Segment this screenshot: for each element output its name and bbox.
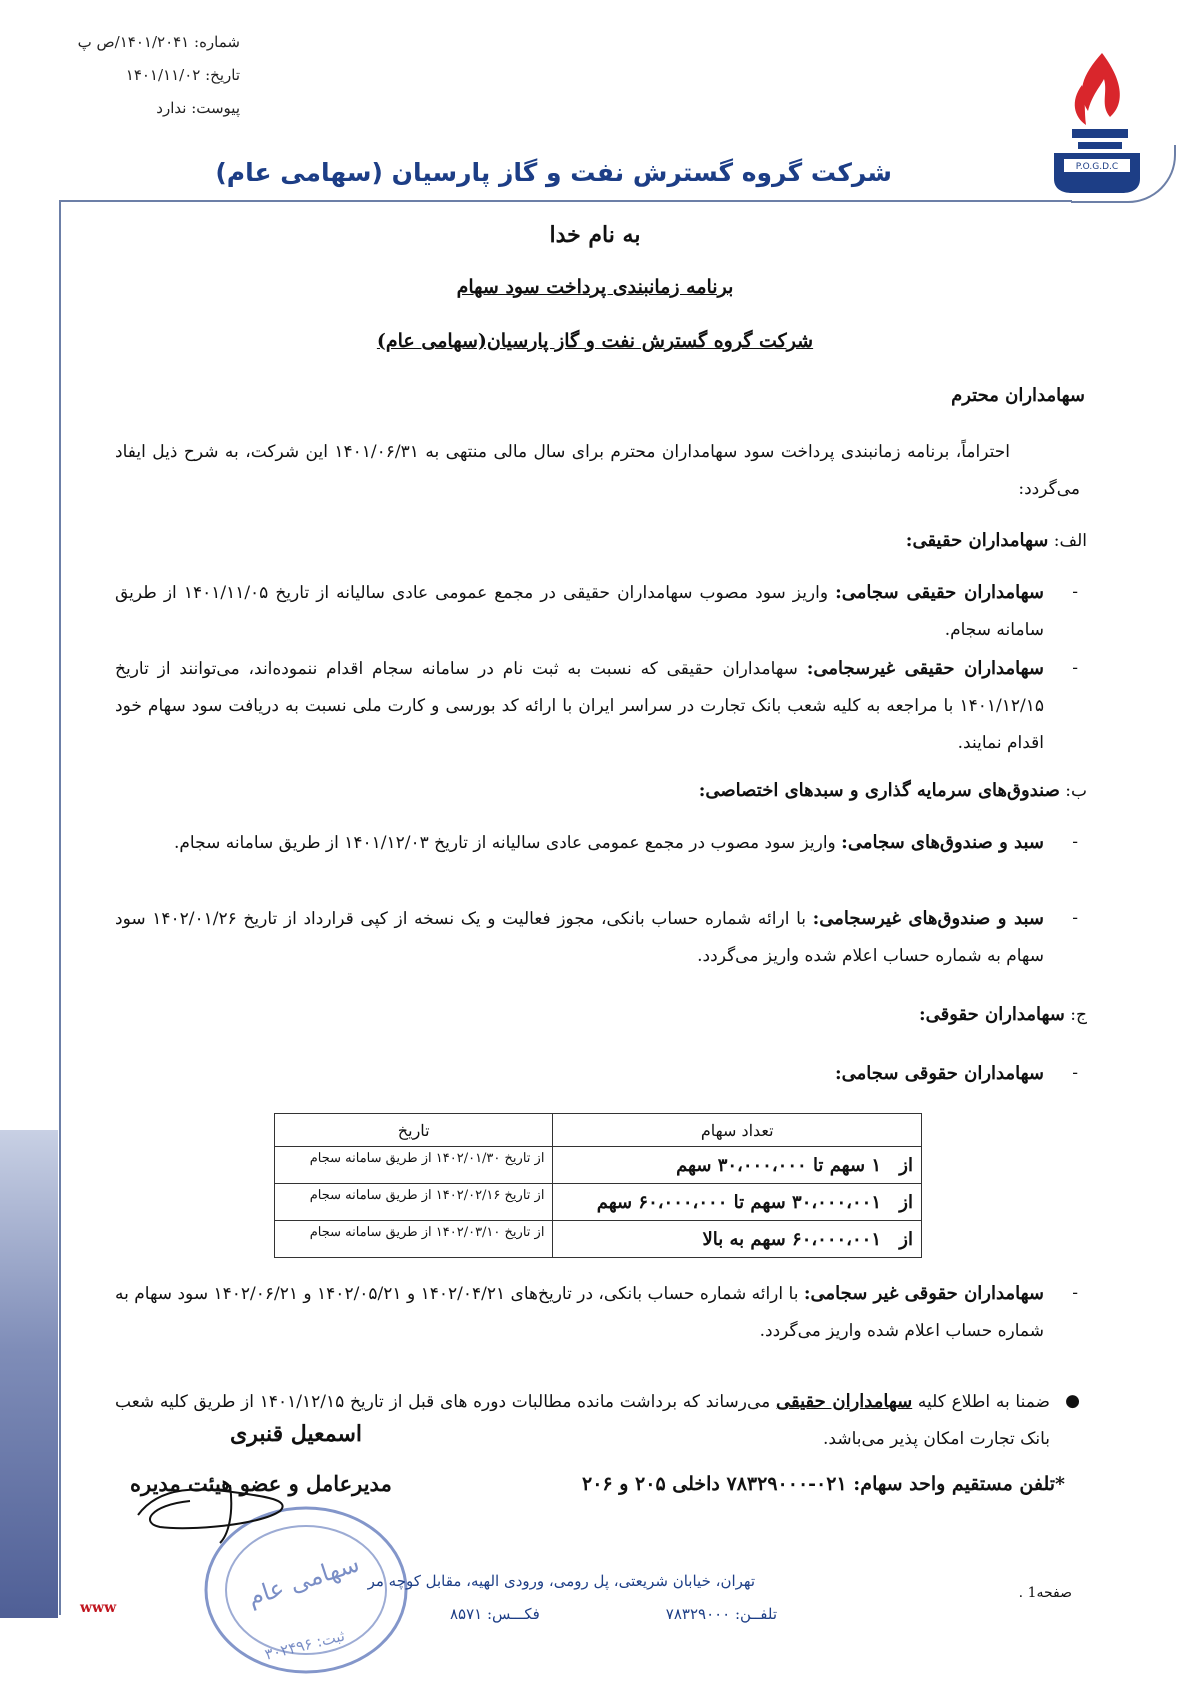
letter-number: شماره: ۱۴۰۱/۲۰۴۱/ص پ xyxy=(77,33,240,51)
stamp-text: سهامی عام xyxy=(244,1549,363,1612)
table-header-row xyxy=(275,1114,922,1147)
item-a1-bold: سهامداران حقیقی سجامی: xyxy=(835,582,1044,603)
note-pre: ضمنا به اطلاع کلیه xyxy=(912,1392,1050,1412)
list-item xyxy=(115,824,1078,862)
left-frame-line xyxy=(59,200,61,1615)
list-item xyxy=(115,900,1078,975)
section-a-title: سهامداران حقیقی: xyxy=(905,530,1049,551)
item-b2-bold: سبد و صندوق‌های غیرسجامی: xyxy=(812,908,1044,929)
footer-address: تهران، خیابان شریعتی، پل رومی، ورودی الهیه، مقابل کوچه مر xyxy=(367,1572,755,1590)
date-cell: از تاریخ ۱۴۰۲/۰۳/۱۰ از طریق سامانه سجام xyxy=(275,1221,553,1258)
header-curve xyxy=(1071,145,1176,203)
bullet-icon: ● xyxy=(1065,1391,1080,1411)
list-item xyxy=(115,1055,1078,1093)
dash-icon: - xyxy=(1072,658,1078,678)
table-row xyxy=(275,1221,922,1258)
dash-icon: - xyxy=(1072,582,1078,602)
company-header: شرکت گروه گسترش نفت و گاز پارسیان (سهامی عام) xyxy=(215,158,892,187)
letter-meta xyxy=(40,26,240,125)
logo-text: P.O.G.D.C xyxy=(1075,162,1119,172)
signer-name: اسمعیل قنبری xyxy=(230,1421,362,1447)
dash-icon: - xyxy=(1072,1063,1078,1083)
website-text: www xyxy=(80,1600,117,1616)
item-c2-text: با ارائه شماره حساب بانکی، در تاریخ‌های ۱۴۰۲/۰۴/۲۱ و ۱۴۰۲/۰۵/۲۱ و ۱۴۰۲/۰۶/۲۱ سود سهام به شماره حساب اعلام شده واریز می‌گردد. xyxy=(115,1284,1044,1341)
section-b-title: صندوق‌های سرمایه گذاری و سبدهای اختصاصی: xyxy=(698,780,1060,801)
section-a-prefix: الف: xyxy=(1053,531,1087,551)
letter-date: تاریخ: ۱۴۰۱/۱۱/۰۲ xyxy=(125,66,240,84)
date-cell: از تاریخ ۱۴۰۲/۰۲/۱۶ از طریق سامانه سجام xyxy=(275,1184,553,1221)
note-post: می‌رساند که برداشت مانده مطالبات دوره های قبل از تاریخ ۱۴۰۱/۱۲/۱۵ از طریق کلیه شعب بانک تجارت امکان پذیر می‌باشد. xyxy=(115,1392,1050,1449)
dash-icon: - xyxy=(1072,908,1078,928)
shares-range-cell: از۳۰،۰۰۰،۰۰۱ سهم تا ۶۰،۰۰۰،۰۰۰ سهم xyxy=(553,1184,922,1221)
item-b1-text: واریز سود مصوب در مجمع عمومی عادی سالیانه از تاریخ ۱۴۰۱/۱۲/۰۳ از طریق سامانه سجام. xyxy=(173,833,842,853)
list-item xyxy=(115,574,1078,649)
footer-telephone: تلفــن: ۷۸۳۲۹۰۰۰ xyxy=(665,1605,777,1623)
signature-scribble-icon xyxy=(130,1475,300,1545)
dash-icon: - xyxy=(1072,832,1078,852)
item-b2-text: با ارائه شماره حساب بانکی، مجوز فعالیت و یک نسخه از کپی قرارداد از تاریخ ۱۴۰۲/۰۱/۲۶ سود سهام به شماره حساب اعلام شده واریز می‌گردد. xyxy=(115,909,1044,966)
list-item xyxy=(115,650,1078,762)
header-date: تاریخ xyxy=(275,1114,553,1147)
section-c-prefix: ج: xyxy=(1070,1005,1087,1025)
item-b1-bold: سبد و صندوق‌های سجامی: xyxy=(841,832,1044,853)
header-rule xyxy=(60,200,1072,202)
shares-range-cell: از۱ سهم تا ۳۰،۰۰۰،۰۰۰ سهم xyxy=(553,1147,922,1184)
letter-attachment: پیوست: ندارد xyxy=(156,99,240,117)
page-number: صفحه1 . xyxy=(1018,1585,1072,1601)
side-decoration xyxy=(0,1130,58,1618)
item-a1-text: واریز سود مصوب سهامداران حقیقی در مجمع عمومی عادی سالیانه از تاریخ ۱۴۰۱/۱۱/۰۵ از طریق سامانه سجام. xyxy=(115,583,1044,640)
dash-icon: - xyxy=(1072,1283,1078,1303)
note-bold: سهامداران حقیقی xyxy=(776,1391,913,1412)
list-item xyxy=(115,1275,1078,1350)
section-c-title: سهامداران حقوقی: xyxy=(918,1004,1065,1025)
item-a2-bold: سهامداران حقیقی غیرسجامی: xyxy=(806,658,1044,679)
footer-fax: فکـــس: ۸۵۷۱ xyxy=(450,1605,540,1623)
section-c-heading xyxy=(919,1004,1087,1025)
section-b-heading xyxy=(699,780,1087,801)
stamp-reg: ثبت: ۳۰۲۴۹۶ xyxy=(263,1626,347,1664)
table-row xyxy=(275,1147,922,1184)
signer-title: مدیرعامل و عضو هیئت مدیره xyxy=(130,1471,392,1496)
shares-range-cell: از۶۰،۰۰۰،۰۰۱ سهم به بالا xyxy=(553,1221,922,1258)
table-row xyxy=(275,1184,922,1221)
intro-paragraph: احتراماً، برنامه زمانبندی پرداخت سود سهامداران محترم برای سال مالی منتهی به ۱۴۰۱/۰۶/۳۱ این شرکت، به شرح ذیل ایفاد می‌گردد: xyxy=(115,442,1080,499)
item-a2-text: سهامداران حقیقی که نسبت به ثبت نام در سامانه سجام اقدام ننموده‌اند، می‌توانند از تاریخ ۱۴۰۱/۱۲/۱۵ با مراجعه به کلیه شعب بانک تجارت در سراسر ایران با ارائه کد بورسی و کارت ملی نسبت به دریافت سود سهام خود اقدام نمایند. xyxy=(115,659,1044,753)
header-shares: تعداد سهام xyxy=(553,1114,922,1147)
bismillah-title: به نام خدا xyxy=(549,222,641,248)
share-unit-phone: *تلفن مستقیم واحد سهام: ۰۲۱-۷۸۳۲۹۰۰۰ داخلی ۲۰۵ و ۲۰۶ xyxy=(582,1473,1065,1495)
salutation: سهامداران محترم xyxy=(951,385,1085,406)
section-b-prefix: ب: xyxy=(1065,781,1087,801)
item-c2-bold: سهامداران حقوقی غیر سجامی: xyxy=(803,1283,1044,1304)
program-title: برنامه زمانبندی پرداخت سود سهام xyxy=(456,276,734,298)
item-c1-bold: سهامداران حقوقی سجامی: xyxy=(834,1063,1044,1084)
shares-schedule-table xyxy=(274,1113,922,1258)
company-title: شرکت گروه گسترش نفت و گاز پارسیان(سهامی عام) xyxy=(376,330,814,352)
date-cell: از تاریخ ۱۴۰۲/۰۱/۳۰ از طریق سامانه سجام xyxy=(275,1147,553,1184)
section-a-heading xyxy=(906,530,1087,551)
